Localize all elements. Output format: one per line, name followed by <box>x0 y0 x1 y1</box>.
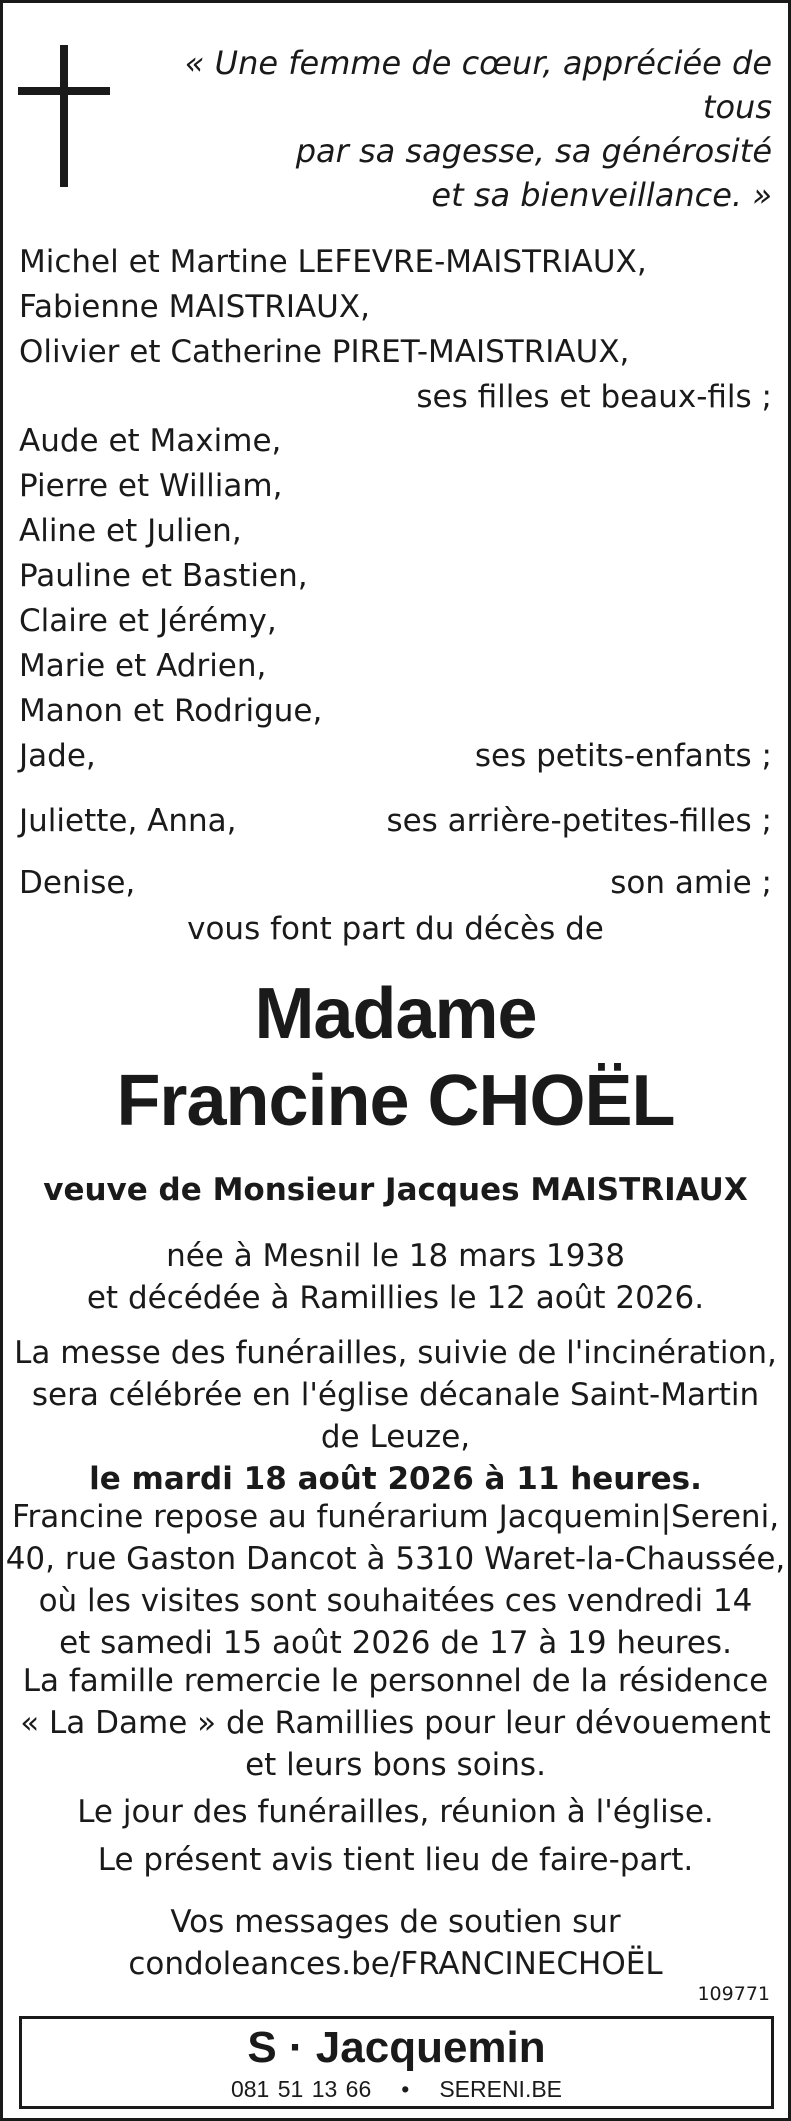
condolence-link[interactable]: condoleances.be/FRANCINECHOËL <box>128 1946 663 1982</box>
visitation-info <box>3 1496 788 1664</box>
family-member: Fabienne MAISTRIAUX, <box>19 289 370 325</box>
notice-info: Le présent avis tient lieu de faire-part. <box>97 1842 694 1878</box>
separator-dot: • <box>401 2076 410 2102</box>
family-member: Michel et Martine LEFEVRE-MAISTRIAUX, <box>19 244 647 280</box>
widow-of: veuve de Monsieur Jacques MAISTRIAUX <box>43 1172 748 1208</box>
messages-line: Vos messages de soutien sur <box>170 1904 621 1940</box>
funeral-line: sera célébrée en l'église décanale Saint-Martin <box>31 1377 760 1413</box>
family-role: ses filles et beaux-fils ; <box>416 379 772 415</box>
thanks-line: « La Dame » de Ramillies pour leur dévouement <box>20 1705 771 1741</box>
family-member: Marie et Adrien, <box>19 648 267 684</box>
funeral-line: La messe des funérailles, suivie de l'incinération, <box>14 1335 777 1371</box>
website-link[interactable]: SERENI.BE <box>439 2076 563 2102</box>
condolence-messages <box>3 1901 788 1985</box>
family-member: Manon et Rodrigue, <box>19 693 323 729</box>
family-role: ses arrière-petites-filles ; <box>386 803 772 839</box>
funeral-line: de Leuze, <box>320 1419 471 1455</box>
thanks-info <box>3 1660 788 1786</box>
family-member: Denise, <box>19 865 136 901</box>
funeral-home-footer <box>19 2016 774 2109</box>
quote-line: et sa bienveillance. » <box>431 176 772 214</box>
reference-number: 109771 <box>697 1983 770 2005</box>
epitaph-quote <box>172 41 772 217</box>
family-member: Juliette, Anna, <box>19 803 237 839</box>
thanks-line: et leurs bons soins. <box>245 1747 546 1783</box>
thanks-line: La famille remercie le personnel de la résidence <box>22 1663 769 1699</box>
family-member: Aline et Julien, <box>19 513 242 549</box>
family-member: Pierre et William, <box>19 468 283 504</box>
family-member: Aude et Maxime, <box>19 423 282 459</box>
quote-line: par sa sagesse, sa générosité <box>295 132 772 170</box>
family-member: Claire et Jérémy, <box>19 603 277 639</box>
family-member: Olivier et Catherine PIRET-MAISTRIAUX, <box>19 334 630 370</box>
family-role: ses petits-enfants ; <box>474 738 772 774</box>
funeral-home-logo: S · Jacquemin <box>247 2023 546 2072</box>
deceased-title: Madame <box>254 974 537 1054</box>
visitation-line: et samedi 15 août 2026 de 17 à 19 heures. <box>59 1625 732 1661</box>
funeral-info <box>3 1332 788 1500</box>
reunion-info: Le jour des funérailles, réunion à l'église. <box>77 1794 714 1830</box>
family-member: Jade, <box>19 738 96 774</box>
death-line: et décédée à Ramillies le 12 août 2026. <box>86 1280 705 1316</box>
visitation-line: où les visites sont souhaitées ces vendredi 14 <box>38 1583 753 1619</box>
funeral-date: le mardi 18 août 2026 à 11 heures. <box>89 1461 702 1497</box>
family-role: son amie ; <box>610 865 772 901</box>
birth-death-info <box>3 1235 788 1319</box>
phone-number[interactable]: 081 51 13 66 <box>230 2076 372 2102</box>
announcement-text: vous font part du décès de <box>187 911 604 947</box>
deceased-name: Francine CHOËL <box>116 1061 675 1141</box>
birth-line: née à Mesnil le 18 mars 1938 <box>166 1238 625 1274</box>
family-member: Pauline et Bastien, <box>19 558 308 594</box>
quote-line: « Une femme de cœur, appréciée de tous <box>184 44 772 126</box>
funeral-home-contact <box>22 2075 771 2103</box>
visitation-line: Francine repose au funérarium Jacquemin|Sereni, <box>11 1499 780 1535</box>
visitation-line: 40, rue Gaston Dancot à 5310 Waret-la-Chaussée, <box>5 1541 786 1577</box>
